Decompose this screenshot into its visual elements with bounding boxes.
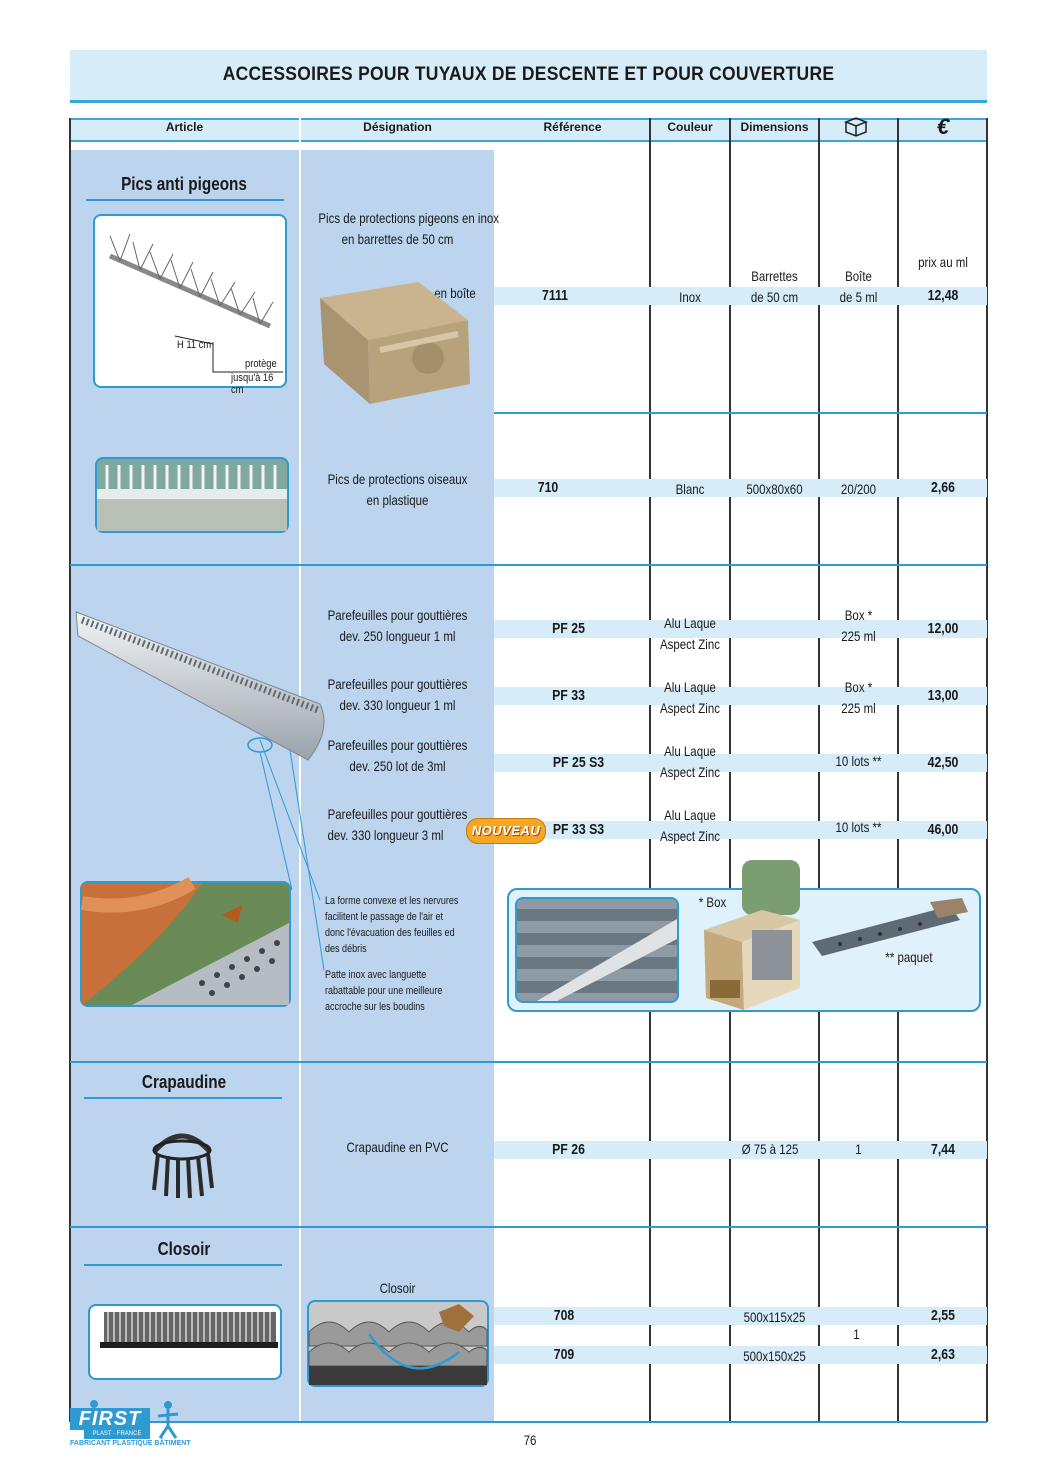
couleur-cell: Aspect Zinc: [660, 700, 720, 716]
designation-text: Pics de protections oiseaux: [327, 471, 468, 487]
couleur-cell: Alu Laque: [664, 743, 716, 759]
designation-text: dev. 250 lot de 3ml: [349, 758, 446, 774]
section-title-crapaudine: Crapaudine: [141, 1072, 227, 1092]
dimensions-cell: 500x80x60: [746, 481, 803, 497]
header-price-euro: €: [936, 114, 950, 139]
note-line: des débris: [325, 943, 367, 955]
reference-cell: PF 25 S3: [552, 754, 605, 771]
box-label: * Box: [698, 894, 727, 910]
designation-text: dev. 250 longueur 1 ml: [339, 628, 456, 644]
roof-guard-photo: [515, 897, 679, 1003]
section-separator: [70, 1061, 987, 1063]
reference-cell: PF 33: [552, 687, 585, 704]
note-line: accroche sur les boudins: [325, 1001, 425, 1013]
reference-cell: 710: [537, 479, 559, 496]
designation-text: dev. 330 longueur 3 ml: [327, 827, 444, 843]
box-cell: de 5 ml: [839, 289, 878, 305]
section-separator: [70, 564, 987, 566]
price-note: prix au ml: [918, 254, 968, 270]
note-line: La forme convexe et les nervures: [325, 895, 459, 907]
designation-text: en boîte: [434, 285, 476, 301]
couleur-cell: Alu Laque: [664, 679, 716, 695]
page-title: ACCESSOIRES POUR TUYAUX DE DESCENTE ET POUR COUVERTURE: [222, 64, 835, 85]
couleur-cell: Alu Laque: [664, 615, 716, 631]
header-reference: Référence: [543, 120, 602, 134]
section-separator: [70, 1226, 987, 1228]
reference-cell: 709: [553, 1346, 575, 1363]
reference-cell: PF 33 S3: [552, 821, 605, 838]
designation-text: Closoir: [379, 1280, 416, 1296]
designation-text: Parefeuilles pour gouttières: [327, 676, 468, 692]
row-separator: [494, 412, 987, 414]
feature-note: [325, 967, 489, 1015]
box-cell: Boîte: [845, 268, 872, 284]
header-couleur: Couleur: [667, 120, 713, 134]
spike-protect-label: protège: [245, 358, 277, 370]
header-designation: Désignation: [363, 120, 432, 134]
couleur-cell: Aspect Zinc: [660, 636, 720, 652]
note-line: donc l'évacuation des feuilles ed: [325, 927, 455, 939]
couleur-cell: Blanc: [675, 481, 705, 497]
box-cell: Box *: [844, 679, 873, 695]
dimensions-cell: 500x150x25: [743, 1348, 806, 1364]
spike-protect-label: jusqu'à 16 cm: [231, 372, 274, 396]
couleur-cell: Inox: [679, 289, 701, 305]
section-underline: [86, 199, 284, 201]
section-underline: [84, 1264, 282, 1266]
reference-cell: PF 25: [552, 620, 585, 637]
section-separator: [70, 1421, 987, 1423]
logo-brand-text: FIRST: [70, 1408, 150, 1430]
designation-text: Pics de protections pigeons en inox: [318, 210, 499, 226]
box-cell: 225 ml: [841, 628, 876, 644]
logo-tagline: FABRICANT PLASTIQUE BÂTIMENT: [70, 1440, 191, 1447]
closoir-roof-photo: [307, 1300, 489, 1387]
dimensions-cell: 500x115x25: [743, 1309, 806, 1325]
section-title-pics: Pics anti pigeons: [121, 174, 247, 194]
logo-dot: [90, 1400, 98, 1408]
reference-cell: PF 26: [552, 1141, 585, 1158]
note-line: Patte inox avec languette: [325, 969, 427, 981]
couleur-cell: Aspect Zinc: [660, 828, 720, 844]
price-cell: 2,66: [931, 479, 955, 496]
price-cell: 46,00: [927, 821, 959, 838]
note-line: rabattable pour une meilleure: [325, 985, 443, 997]
header-dimensions: Dimensions: [740, 120, 809, 134]
designation-text: Parefeuilles pour gouttières: [327, 737, 468, 753]
paquet-label: ** paquet: [885, 949, 933, 965]
pigeon-spikes-photo: [93, 214, 287, 396]
plastic-spikes-photo: [95, 457, 289, 533]
designation-text: Crapaudine en PVC: [346, 1139, 449, 1155]
designation-text: en barrettes de 50 cm: [341, 231, 454, 247]
section-underline: [84, 1097, 282, 1099]
crapaudine-photo: [148, 1126, 216, 1206]
dimensions-cell: Barrettes: [751, 268, 798, 284]
box-cell: 225 ml: [841, 700, 876, 716]
spikes-box-photo: [318, 280, 473, 408]
couleur-cell: Aspect Zinc: [660, 764, 720, 780]
header-article: Article: [165, 120, 204, 134]
price-cell: 7,44: [931, 1141, 955, 1158]
designation-text: Parefeuilles pour gouttières: [327, 607, 468, 623]
feature-note: [325, 893, 489, 957]
note-line: facilitent le passage de l'air et: [325, 911, 444, 923]
nouveau-badge-text: NOUVEAU: [471, 823, 541, 838]
box-cell: 1: [853, 1326, 860, 1342]
section-title-closoir: Closoir: [157, 1239, 211, 1259]
price-cell: 13,00: [927, 687, 959, 704]
box-cell: Box *: [844, 607, 873, 623]
reference-cell: 708: [553, 1307, 575, 1324]
dimensions-cell: de 50 cm: [750, 289, 799, 305]
page-number: 76: [523, 1432, 537, 1448]
logo-figure-icon: [154, 1400, 182, 1440]
spike-height-label: H 11 cm: [177, 339, 212, 351]
designation-text: Parefeuilles pour gouttières: [327, 806, 468, 822]
price-cell: 2,55: [931, 1307, 955, 1324]
gutter-tiles-photo: [80, 881, 291, 1007]
brand-logo: [70, 1400, 190, 1450]
closoir-photo: [88, 1304, 282, 1380]
price-cell: 2,63: [931, 1346, 955, 1363]
price-cell: 12,48: [927, 287, 959, 304]
price-cell: 12,00: [927, 620, 959, 637]
dimensions-cell: Ø 75 à 125: [741, 1141, 799, 1157]
box-cell: 1: [855, 1141, 862, 1157]
box-cell: 20/200: [840, 481, 877, 497]
designation-text: en plastique: [366, 492, 429, 508]
logo-sub-text: PLAST · FRANCE: [84, 1430, 150, 1439]
reference-cell: 7111: [541, 287, 569, 304]
box-cell: 10 lots **: [835, 819, 882, 835]
designation-text: dev. 330 longueur 1 ml: [339, 697, 456, 713]
couleur-cell: Alu Laque: [664, 807, 716, 823]
price-cell: 42,50: [927, 754, 959, 771]
box-icon: [843, 116, 869, 138]
box-cell: 10 lots **: [835, 753, 882, 769]
box-display-photo: [702, 860, 802, 1018]
